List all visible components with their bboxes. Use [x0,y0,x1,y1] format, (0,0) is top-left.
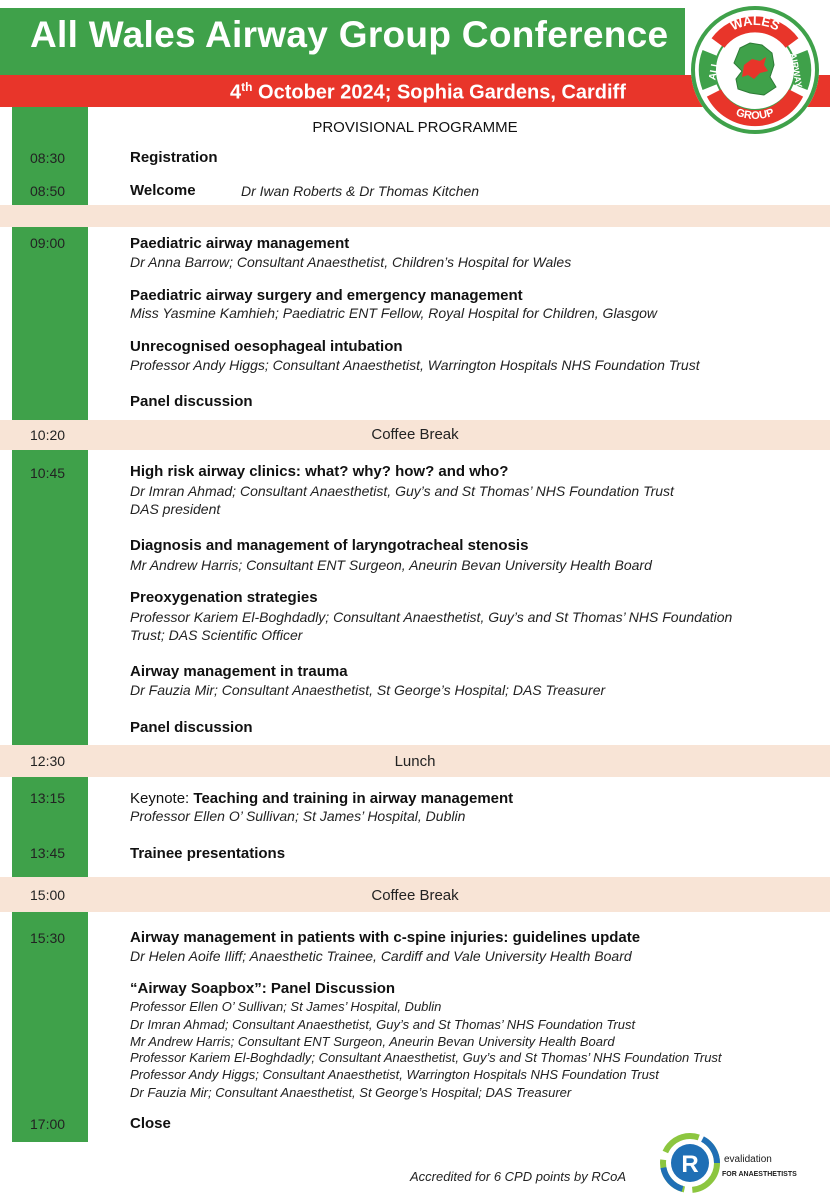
spacer-band [0,205,830,227]
time-label: 08:50 [30,183,66,199]
time-label: 12:30 [30,753,66,769]
time-column [12,227,88,420]
time-label: 10:45 [30,465,66,481]
time-label: 15:00 [30,887,66,903]
programme-title: PROVISIONAL PROGRAMME [312,119,518,136]
time-label: 13:15 [30,790,66,806]
session-speaker: Dr Iwan Roberts & Dr Thomas Kitchen [241,183,480,199]
logo-text-left: ALL [707,59,722,81]
session-title: Preoxygenation strategies [130,589,318,606]
session-speaker: Miss Yasmine Kamhieh; Paediatric ENT Fellow, Royal Hospital for Children, Glasgow [130,305,658,321]
session-title: Paediatric airway management [130,235,350,252]
session-speaker: Dr Fauzia Mir; Consultant Anaesthetist, St George’s Hospital; DAS Treasurer [130,682,606,698]
session-speaker: Dr Imran Ahmad; Consultant Anaesthetist, Guy’s and St Thomas’ NHS Foundation Trust [130,483,674,499]
panel-member: Professor Kariem El-Boghdadly; Consultant Anaesthetist, Guy’s and St Thomas’ NHS Foundation Trust [130,1050,722,1065]
revalidation-logo [660,1132,820,1194]
panel-member: Professor Ellen O’ Sullivan; St James’ Hospital, Dublin [130,999,442,1014]
session-title: Unrecognised oesophageal intubation [130,338,403,355]
keynote-title: Keynote: Teaching and training in airway management [130,790,514,807]
session-title: Welcome [130,182,196,199]
panel-member: Dr Imran Ahmad; Consultant Anaesthetist, Guy’s and St Thomas’ NHS Foundation Trust [130,1017,636,1032]
session-speaker: Professor Andy Higgs; Consultant Anaesthetist, Warrington Hospitals NHS Foundation Trust [130,357,700,373]
time-column [12,450,88,745]
session-title: “Airway Soapbox”: Panel Discussion [130,980,396,997]
break-label: Coffee Break [371,887,459,904]
date-venue: 4th October 2024; Sophia Gardens, Cardiff [230,80,626,104]
session-title: Close [130,1115,171,1132]
time-label: 08:30 [30,150,66,166]
revalidation-word: evalidation [724,1154,772,1165]
time-label: 17:00 [30,1116,66,1132]
time-column [12,912,88,1142]
panel-member: Professor Andy Higgs; Consultant Anaesthetist, Warrington Hospitals NHS Foundation Trust [130,1067,659,1082]
session-speaker: DAS president [130,501,221,517]
session-title: Panel discussion [130,719,253,736]
logo-text-bottom: GROUP [734,106,776,123]
session-speaker: Professor Kariem El-Boghdadly; Consultant Anaesthetist, Guy’s and St Thomas’ NHS Foundation [130,609,733,625]
session-speaker: Dr Anna Barrow; Consultant Anaesthetist, Children’s Hospital for Wales [130,254,572,270]
panel-member: Dr Fauzia Mir; Consultant Anaesthetist, St George’s Hospital; DAS Treasurer [130,1085,572,1100]
conference-title: All Wales Airway Group Conference [30,14,669,55]
logo-text-right: AIRWAY [788,52,804,89]
panel-member: Mr Andrew Harris; Consultant ENT Surgeon, Aneurin Bevan University Health Board [130,1034,615,1049]
session-title: Trainee presentations [130,845,286,862]
revalidation-letter: R [681,1151,699,1178]
session-title: Registration [130,149,218,166]
session-speaker: Dr Helen Aoife Iliff; Anaesthetic Trainee, Cardiff and Vale University Health Board [130,948,632,964]
time-label: 09:00 [30,235,66,251]
time-label: 13:45 [30,845,66,861]
break-label: Coffee Break [371,426,459,443]
time-label: 15:30 [30,930,66,946]
awag-logo [688,3,822,137]
revalidation-subtitle: FOR ANAESTHETISTS [722,1171,797,1178]
break-label: Lunch [394,753,436,770]
session-speaker: Professor Ellen O’ Sullivan; St James’ Hospital, Dublin [130,808,466,824]
session-title: High risk airway clinics: what? why? how? and who? [130,463,509,480]
session-title: Panel discussion [130,393,253,410]
accreditation-note: Accredited for 6 CPD points by RCoA [410,1169,627,1184]
session-title: Diagnosis and management of laryngotracheal stenosis [130,537,529,554]
logo-text-top: WALES [728,12,783,34]
session-title: Paediatric airway surgery and emergency management [130,287,523,304]
time-label: 10:20 [30,427,66,443]
session-speaker: Trust; DAS Scientific Officer [130,627,303,643]
session-title: Airway management in patients with c-spine injuries: guidelines update [130,929,641,946]
session-title: Airway management in trauma [130,663,348,680]
session-speaker: Mr Andrew Harris; Consultant ENT Surgeon, Aneurin Bevan University Health Board [130,557,652,573]
